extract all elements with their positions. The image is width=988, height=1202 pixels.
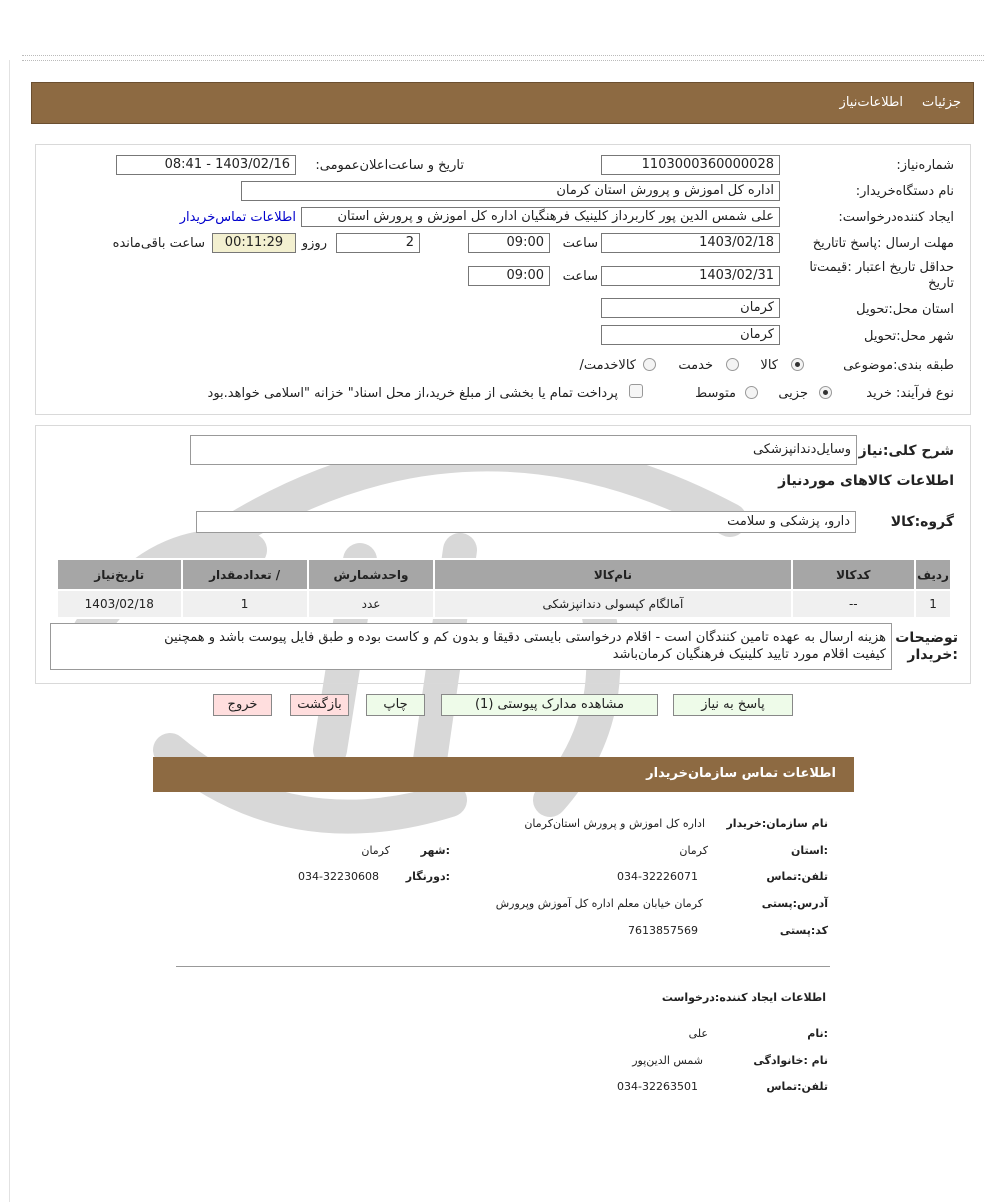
category-both-radio[interactable] [643,358,656,371]
process-minor-radio[interactable] [819,386,832,399]
payment-note: پرداخت تمام یا بخشی از مبلغ خرید،از محل اسناد" خزانه "اسلامی خواهد.بود [207,386,618,401]
creator-phone-value: 034-32263501 [617,1080,698,1093]
deadline-time-field: 09:00 [468,233,550,253]
creator-field: علی شمس الدین پور کاربرداز کلینیک فرهنگیان اداره کل اموزش و پرورش استان [301,207,780,227]
group-label: گروه:کالا [890,514,954,530]
need-number-label: شماره‌نیاز: [896,158,954,173]
announce-label: تاریخ و ساعت‌اعلان‌عمومی: [315,158,464,173]
goods-title: اطلاعات کالاهای موردنیاز [778,473,954,489]
fax-label: :دورنگار [405,870,450,883]
summary-label: شرح کلی:نیاز [858,443,954,459]
col-row-number: ردیف [915,559,951,590]
deadline-time-label: ساعت [562,236,598,251]
contact-phone-label: تلفن:تماس [766,870,828,883]
col-quantity: / تعدادمقدار [182,559,308,590]
left-border [9,60,10,1202]
contact-city-value: کرمان [361,844,390,857]
days-label: روزو [301,236,327,251]
col-need-date: تاریخ‌نیاز [57,559,182,590]
org-label: نام سازمان:خریدار [726,817,828,830]
category-service-label: خدمت [678,358,713,373]
deadline-date-field: 1403/02/18 [601,233,780,253]
creator-info-title: اطلاعات ایجاد کننده:درخواست [661,991,826,1004]
process-minor-label: جزیی [778,386,808,401]
col-item-name: نام‌کالا [434,559,791,590]
postal-value: 7613857569 [628,924,698,937]
contact-city-label: :شهر [420,844,450,857]
process-medium-radio[interactable] [745,386,758,399]
top-divider [22,55,984,61]
group-field: دارو، پزشکی و سلامت [196,511,856,533]
process-label: نوع فرآیند: خرید [866,386,954,401]
col-item-code: کدکالا [792,559,915,590]
category-service-radio[interactable] [726,358,739,371]
remaining-time-field: 00:11:29 [212,233,296,253]
contact-province-value: کرمان [679,844,708,857]
cell-item-name: آمالگام کپسولی دندانپزشکی [434,590,791,618]
category-label: طبقه بندی:موضوعی [843,358,954,373]
buyer-org-field: اداره کل اموزش و پرورش استان کرمان [241,181,780,201]
creator-family-value: شمس الدین‌پور [632,1054,703,1067]
cell-unit: عدد [308,590,435,618]
cell-need-date: 1403/02/18 [57,590,182,618]
back-button[interactable]: بازگشت [290,694,349,716]
address-label: آدرس:پستی [761,897,828,910]
print-button[interactable]: چاپ [366,694,425,716]
category-both-label: کالاخدمت/ [579,358,636,373]
postal-label: کد:پستی [779,924,828,937]
announce-field: 1403/02/16 - 08:41 [116,155,296,175]
notes-line-1: هزینه ارسال به عهده تامین کنندگان است - اقلام درخواستی بایستی دقیقا و بدون کم و کاست بوده و طبق فایل پیوست باشد و همچنین [164,630,886,645]
header-title: اطلاعات‌نیاز [839,95,903,110]
creator-phone-label: تلفن:تماس [766,1080,828,1093]
reply-button[interactable]: پاسخ به نیاز [673,694,793,716]
buyer-org-label: نام دستگاه‌خریدار: [855,184,954,199]
summary-field: وسایل‌دندانپزشکی [190,435,857,465]
creator-label: ایجاد کننده‌درخواست: [838,210,954,225]
province-label: استان محل:تحویل [856,302,954,317]
notes-line-2: کیفیت اقلام مورد تایید کلینیک فرهنگیان کرمان‌باشد [612,647,886,662]
cell-item-code: -- [792,590,915,618]
process-medium-label: متوسط [695,386,736,401]
creator-family-label: نام :خانوادگی [753,1054,828,1067]
creator-name-label: :نام [807,1027,828,1040]
validity-time-label: ساعت [562,269,598,284]
need-number-field: 1103000360000028 [601,155,780,175]
notes-label: توضیحات :خریدار [895,630,958,663]
cell-row-number: 1 [915,590,951,618]
cell-quantity: 1 [182,590,308,618]
table-header-row [57,559,951,590]
category-goods-label: کالا [760,358,778,373]
buyer-contact-link[interactable]: اطلاعات تماس‌خریدار [179,210,296,225]
fax-value: 034-32230608 [298,870,379,883]
province-field: کرمان [601,298,780,318]
table-row [57,590,951,618]
exit-button[interactable]: خروج [213,694,272,716]
col-unit: واحدشمارش [308,559,435,590]
address-value: کرمان خیابان معلم اداره کل آموزش وپرورش [495,897,703,910]
need-info-header [31,82,974,124]
details-tab[interactable]: جزئیات [922,95,961,110]
contact-province-label: :استان [791,844,828,857]
remaining-label: ساعت باقی‌مانده [112,236,205,251]
deadline-label: مهلت ارسال :پاسخ تا‌تاریخ [812,236,954,251]
org-value: اداره کل اموزش و پرورش استان‌کرمان [524,817,705,830]
validity-date-field: 1403/02/31 [601,266,780,286]
city-label: شهر محل:تحویل [864,329,954,344]
items-table [56,558,952,619]
notes-field [50,623,892,670]
validity-label: حداقل تاریخ اعتبار :قیمت‌تا تاریخ [809,260,954,291]
days-field: 2 [336,233,420,253]
contact-divider [176,966,830,967]
contact-header [153,757,854,792]
category-goods-radio[interactable] [791,358,804,371]
city-field: کرمان [601,325,780,345]
validity-time-field: 09:00 [468,266,550,286]
attachments-button[interactable]: مشاهده مدارک پیوستی (1) [441,694,658,716]
contact-phone-value: 034-32226071 [617,870,698,883]
payment-checkbox[interactable] [629,384,643,398]
creator-name-value: علی [688,1027,708,1040]
contact-title: اطلاعات تماس سازمان‌خریدار [646,766,836,781]
